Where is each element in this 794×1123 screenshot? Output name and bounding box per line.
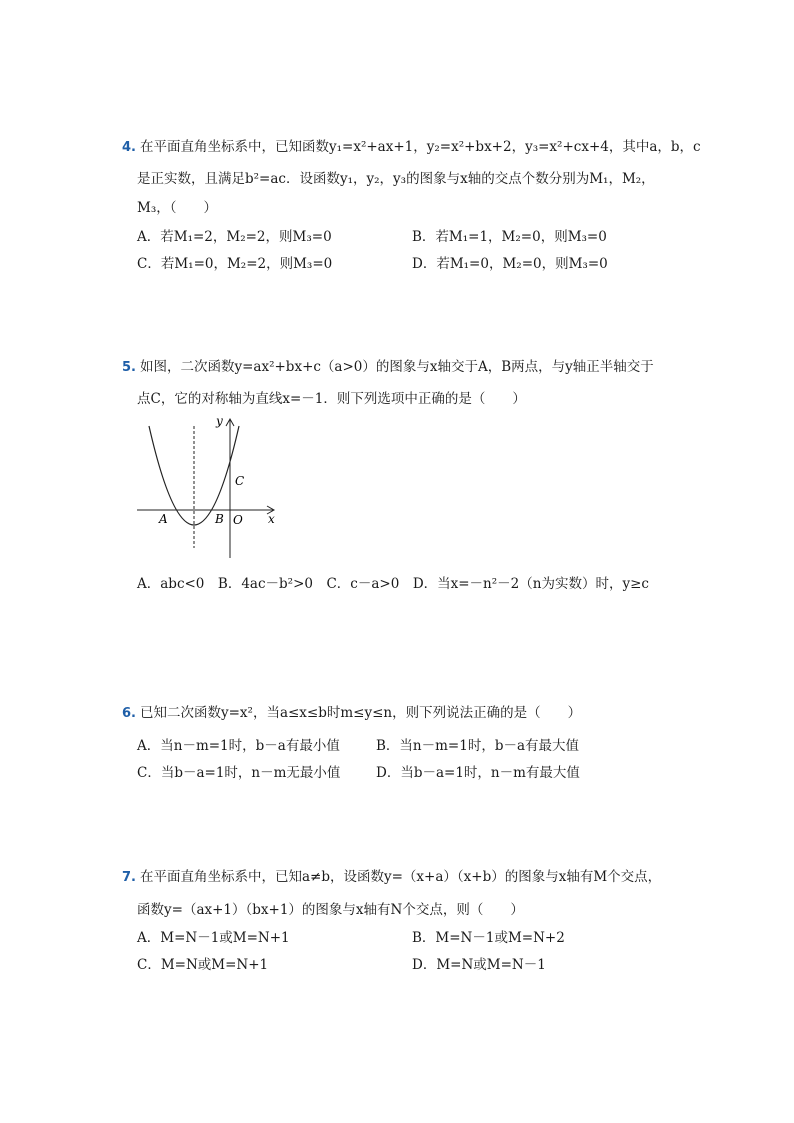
option-c: C．若M₁=0，M₂=2，则M₃=0 (137, 256, 333, 272)
option-a: A．若M₁=2，M₂=2，则M₃=0 (137, 229, 332, 245)
label-b: B (215, 512, 224, 526)
option-a: A．当n－m=1时，b－a有最小值 (137, 738, 340, 754)
option-b: B．当n－m=1时，b－a有最大值 (376, 738, 580, 754)
question-number: 4. (122, 140, 136, 155)
question-number: 5. (122, 360, 136, 375)
question-text: 点C，它的对称轴为直线x=－1．则下列选项中正确的是（ ） (137, 391, 526, 407)
question-text: 已知二次函数y=x²，当a≤x≤b时m≤y≤n，则下列说法正确的是（ ） (139, 705, 582, 721)
question-number: 6. (122, 706, 136, 721)
label-x: x (268, 512, 275, 526)
option-a: A．M=N－1或M=N+1 (137, 930, 290, 946)
parabola-figure (135, 412, 285, 562)
option-c: C．M=N或M=N+1 (137, 957, 269, 973)
question-text: 是正实数，且满足b²=ac．设函数y₁，y₂，y₃的图象与x轴的交点个数分别为M₁，M₂， (137, 171, 655, 187)
option-c: C．当b－a=1时，n－m无最小值 (137, 765, 341, 781)
question-text: 在平面直角坐标系中，已知函数y₁=x²+ax+1，y₂=x²+bx+2，y₃=x²+cx+4，其中a，b，c (139, 139, 701, 155)
label-o: O (233, 513, 243, 527)
option-d: D．若M₁=0，M₂=0，则M₃=0 (412, 256, 608, 272)
options-row: A．abc<0 B．4ac－b²>0 C．c－a>0 D．当x=－n²－2（n为实数）时，y≥c (137, 576, 649, 592)
question-number: 7. (122, 870, 136, 885)
question-text: M₃，（ ） (137, 200, 217, 216)
option-b: B．M=N－1或M=N+2 (412, 930, 565, 946)
question-text: 在平面直角坐标系中，已知a≠b，设函数y=（x+a）（x+b）的图象与x轴有M个交点， (139, 869, 662, 885)
question-text: 如图，二次函数y=ax²+bx+c（a>0）的图象与x轴交于A，B两点，与y轴正半轴交于 (139, 359, 654, 375)
option-d: D．当b－a=1时，n－m有最大值 (376, 765, 580, 781)
label-c: C (235, 474, 245, 488)
option-b: B．若M₁=1，M₂=0，则M₃=0 (412, 229, 607, 245)
question-text: 函数y=（ax+1）（bx+1）的图象与x轴有N个交点，则（ ） (137, 902, 524, 918)
option-d: D．M=N或M=N－1 (412, 957, 546, 973)
label-y: y (216, 414, 223, 428)
label-a: A (159, 512, 168, 526)
